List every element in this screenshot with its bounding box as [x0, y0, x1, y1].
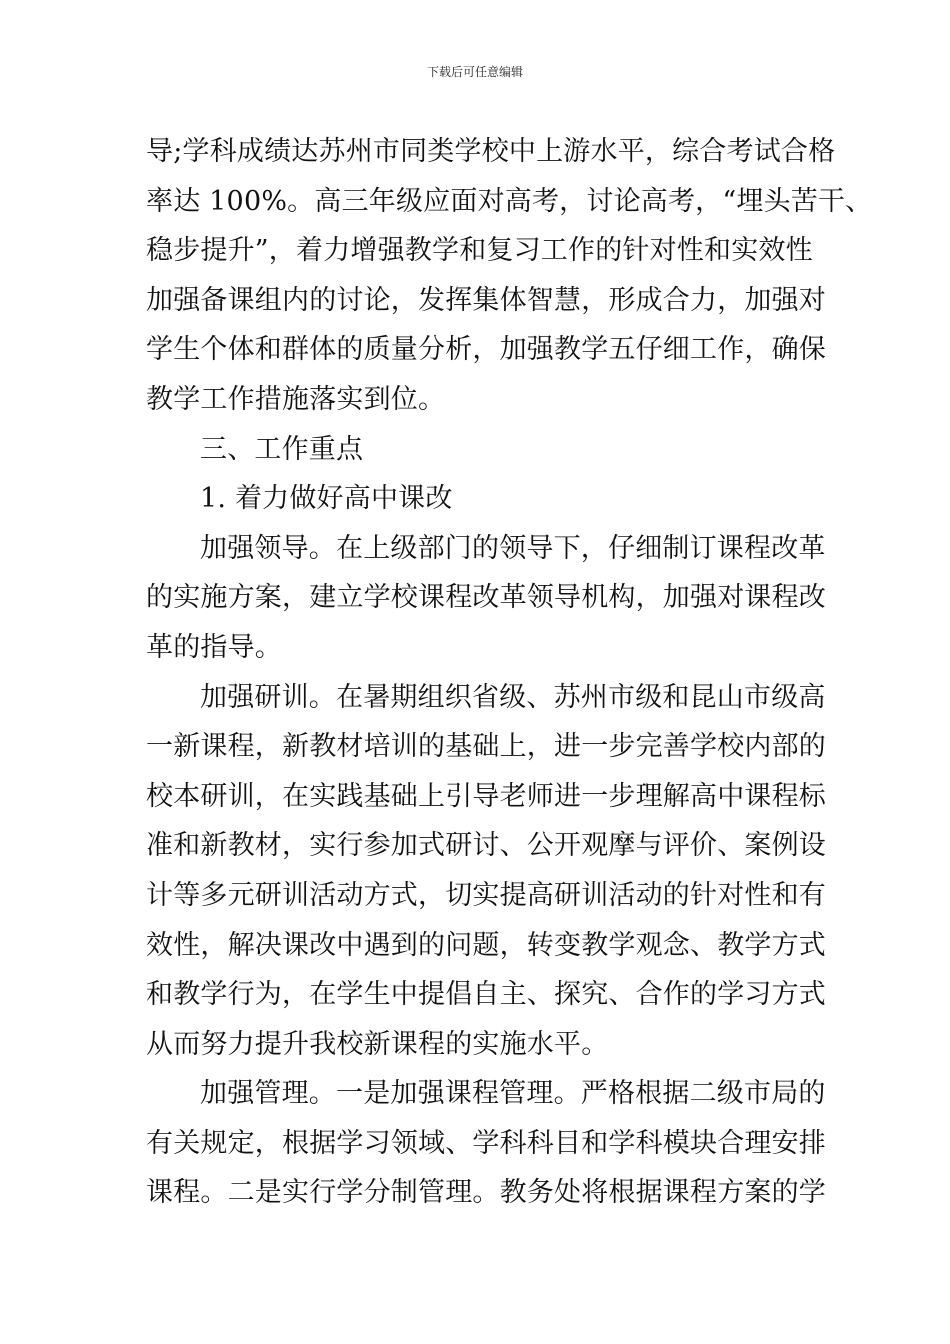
text-line: 有关规定，根据学习领域、学科科目和学科模块合理安排	[146, 1127, 826, 1159]
text-line: 计等多元研训活动方式，切实提高研训活动的针对性和有	[146, 879, 826, 911]
text-line: 率达 100%。高三年级应面对高考，讨论高考，“埋头苦干、	[146, 185, 873, 217]
text-line: 加强备课组内的讨论，发挥集体智慧，形成合力，加强对	[146, 284, 826, 316]
text-line: 准和新教材，实行参加式研讨、公开观摩与评价、案例设	[146, 830, 826, 862]
text-line: 一新课程，新教材培训的基础上，进一步完善学校内部的	[146, 731, 826, 763]
text-line: 和教学行为，在学生中提倡自主、探究、合作的学习方式	[146, 979, 826, 1011]
text-line: 教学工作措施落实到位。	[146, 383, 446, 415]
text-line: 校本研训，在实践基础上引导老师进一步理解高中课程标	[146, 780, 826, 812]
paragraph-start: 加强领导。在上级部门的领导下，仔细制订课程改革	[200, 532, 826, 564]
text-line: 课程。二是实行学分制管理。教务处将根据课程方案的学	[146, 1177, 826, 1209]
text-line: 学生个体和群体的质量分析，加强教学五仔细工作，确保	[146, 334, 826, 366]
document-body	[146, 127, 873, 1218]
subsection-heading: 1. 着力做好高中课改	[200, 483, 453, 515]
text-line: 的实施方案，建立学校课程改革领导机构，加强对课程改	[146, 582, 826, 614]
paragraph-start: 加强管理。一是加强课程管理。严格根据二级市局的	[200, 1078, 826, 1110]
text-line: 从而努力提升我校新课程的实施水平。	[146, 1028, 609, 1060]
text-line: 导;学科成绩达苏州市同类学校中上游水平，综合考试合格	[146, 136, 836, 167]
text-line: 效性，解决课改中遇到的问题，转变教学观念、教学方式	[146, 929, 826, 961]
page-header-watermark: 下载后可任意编辑	[426, 65, 523, 79]
paragraph-start: 加强研训。在暑期组织省级、苏州市级和昆山市级高	[200, 681, 826, 713]
text-line: 革的指导。	[146, 631, 282, 663]
section-heading: 三、工作重点	[200, 433, 364, 465]
text-line: 稳步提升”，着力增强教学和复习工作的针对性和实效性	[146, 235, 813, 267]
